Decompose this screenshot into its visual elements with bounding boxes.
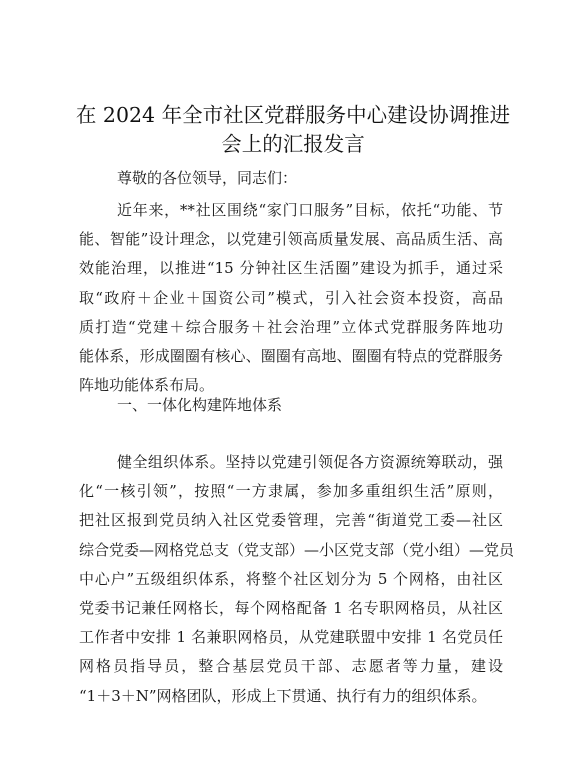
paragraph-line: “1＋3＋N”网格团队，形成上下贯通、执行有力的组织体系。 bbox=[79, 686, 487, 705]
paragraph-line: 能体系，形成圈圈有核心、圈圈有高地、圈圈有特点的党群服务 bbox=[79, 347, 503, 366]
paragraph-line: 化“一核引领”，按照“一方隶属，参加多重组织生活”原则， bbox=[79, 482, 503, 501]
paragraph-intro bbox=[79, 196, 503, 400]
paragraph-line: 效能治理，以推进“15 分钟社区生活圈”建设为抓手，通过采 bbox=[79, 259, 503, 278]
paragraph-line: 健全组织体系。坚持以党建引领促各方资源统筹联动，强 bbox=[117, 453, 503, 471]
title-line: 在 2024 年全市社区党群服务中心建设协调推进 bbox=[75, 103, 511, 127]
paragraph-line: 综合党委—网格党总支（党支部）—小区党支部（党小组）—党员 bbox=[79, 540, 515, 559]
paragraph-line: 工作者中安排 1 名兼职网格员，从党建联盟中安排 1 名党员任 bbox=[79, 628, 503, 647]
paragraph-line: 把社区报到党员纳入社区党委管理，完善“街道党工委—社区 bbox=[79, 511, 503, 530]
salutation: 尊敬的各位领导，同志们： bbox=[117, 169, 298, 187]
paragraph-line: 中心户”五级组织体系，将整个社区划分为 5 个网格，由社区 bbox=[79, 569, 503, 588]
title-line: 会上的汇报发言 bbox=[221, 132, 365, 156]
paragraph-organization bbox=[79, 448, 515, 711]
paragraph-line: 党委书记兼任网格长，每个网格配备 1 名专职网格员，从社区 bbox=[79, 599, 503, 618]
section-heading: 一、一体化构建阵地体系 bbox=[117, 396, 283, 414]
paragraph-line: 阵地功能体系布局。 bbox=[79, 376, 215, 395]
paragraph-line: 质打造“党建＋综合服务＋社会治理”立体式党群服务阵地功 bbox=[79, 317, 503, 336]
paragraph-line: 网格员指导员，整合基层党员干部、志愿者等力量，建设 bbox=[79, 657, 503, 676]
paragraph-line: 近年来，**社区围绕“家门口服务”目标，依托“功能、节 bbox=[117, 201, 503, 219]
paragraph-line: 取“政府＋企业＋国资公司”模式，引入社会资本投资，高品 bbox=[79, 288, 503, 307]
document-title bbox=[60, 101, 526, 159]
paragraph-line: 能、智能”设计理念，以党建引领高质量发展、高品质生活、高 bbox=[79, 230, 503, 249]
